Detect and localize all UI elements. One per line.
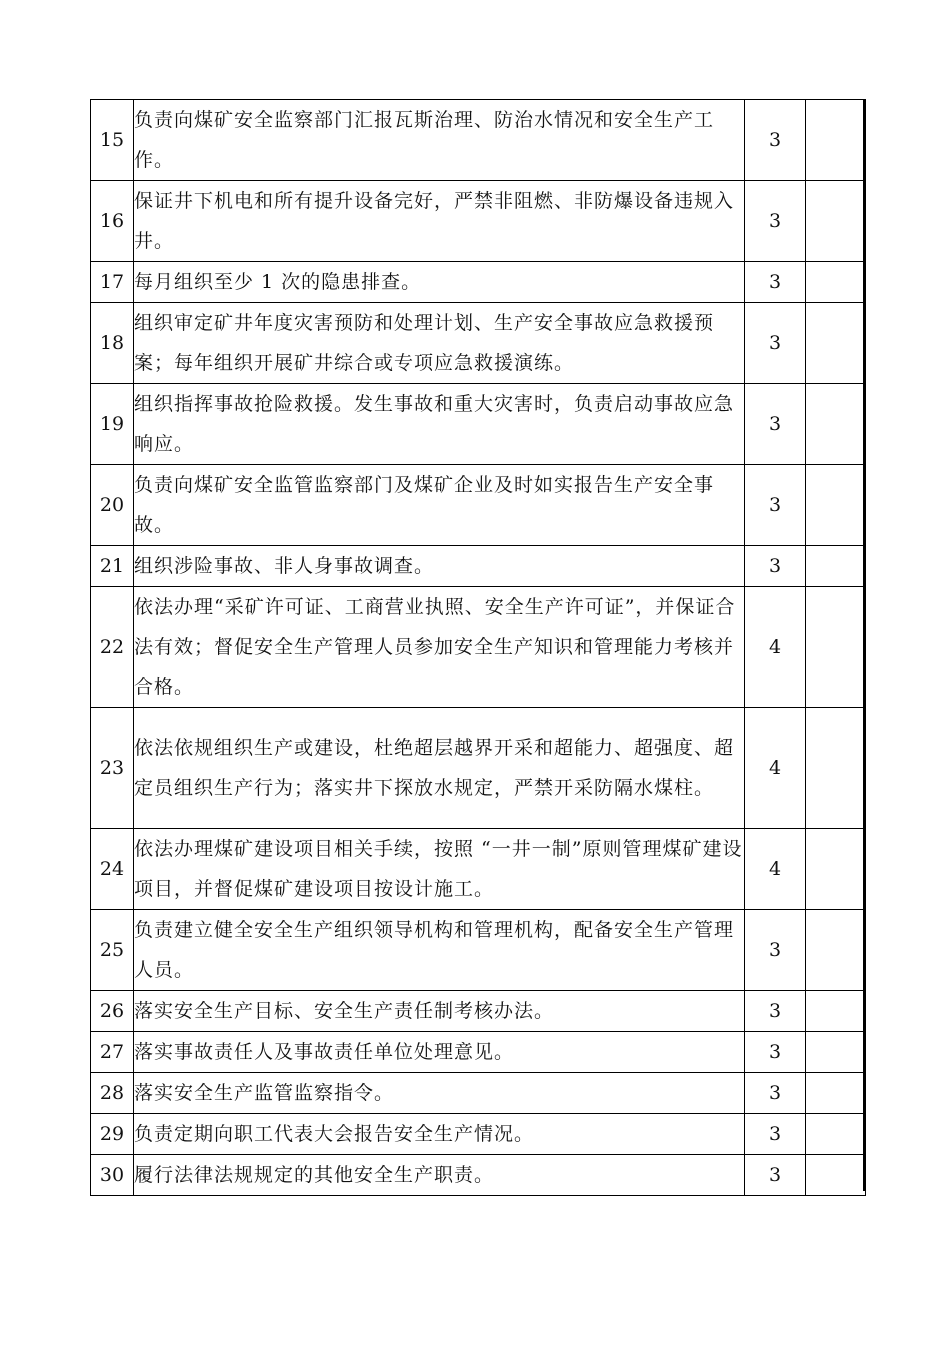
- duty-description: 依法办理煤矿建设项目相关手续，按照 “一井一制”原则管理煤矿建设项目，并督促煤矿建设项目按设计施工。: [134, 829, 745, 910]
- row-number: 16: [91, 181, 134, 262]
- blank-cell: [806, 1032, 866, 1073]
- table-row: [91, 262, 866, 303]
- score-value: 3: [745, 181, 806, 262]
- table-row: [91, 546, 866, 587]
- row-number: 30: [91, 1155, 134, 1196]
- blank-cell: [806, 384, 866, 465]
- blank-cell: [806, 465, 866, 546]
- score-value: 3: [745, 303, 806, 384]
- blank-cell: [806, 587, 866, 708]
- blank-cell: [806, 303, 866, 384]
- row-number: 25: [91, 910, 134, 991]
- table-row: [91, 910, 866, 991]
- duty-description: 组织指挥事故抢险救援。发生事故和重大灾害时，负责启动事故应急响应。: [134, 384, 745, 465]
- row-number: 26: [91, 991, 134, 1032]
- table-row: [91, 303, 866, 384]
- table-row: [91, 1114, 866, 1155]
- score-value: 3: [745, 1114, 806, 1155]
- duty-table-body: [91, 100, 866, 1196]
- row-number: 19: [91, 384, 134, 465]
- duty-description: 每月组织至少 1 次的隐患排查。: [134, 262, 745, 303]
- duty-description: 落实事故责任人及事故责任单位处理意见。: [134, 1032, 745, 1073]
- score-value: 3: [745, 1073, 806, 1114]
- blank-cell: [806, 100, 866, 181]
- table-row: [91, 100, 866, 181]
- duty-description: 落实安全生产监管监察指令。: [134, 1073, 745, 1114]
- row-number: 15: [91, 100, 134, 181]
- score-value: 3: [745, 1032, 806, 1073]
- score-value: 4: [745, 708, 806, 829]
- row-number: 17: [91, 262, 134, 303]
- duty-description: 履行法律法规规定的其他安全生产职责。: [134, 1155, 745, 1196]
- table-row: [91, 991, 866, 1032]
- duty-table: [90, 99, 866, 1196]
- table-row: [91, 181, 866, 262]
- score-value: 3: [745, 910, 806, 991]
- score-value: 4: [745, 829, 806, 910]
- duty-description: 依法办理“采矿许可证、工商营业执照、安全生产许可证”，并保证合法有效；督促安全生产管理人员参加安全生产知识和管理能力考核并合格。: [134, 587, 745, 708]
- row-number: 29: [91, 1114, 134, 1155]
- table-row: [91, 1032, 866, 1073]
- blank-cell: [806, 181, 866, 262]
- duty-description: 负责向煤矿安全监察部门汇报瓦斯治理、防治水情况和安全生产工作。: [134, 100, 745, 181]
- row-number: 18: [91, 303, 134, 384]
- score-value: 3: [745, 546, 806, 587]
- score-value: 3: [745, 262, 806, 303]
- blank-cell: [806, 1114, 866, 1155]
- row-number: 22: [91, 587, 134, 708]
- blank-cell: [806, 829, 866, 910]
- row-number: 20: [91, 465, 134, 546]
- row-number: 23: [91, 708, 134, 829]
- blank-cell: [806, 546, 866, 587]
- duty-table-container: [90, 99, 865, 1196]
- blank-cell: [806, 910, 866, 991]
- duty-description: 负责向煤矿安全监管监察部门及煤矿企业及时如实报告生产安全事故。: [134, 465, 745, 546]
- duty-description: 落实安全生产目标、安全生产责任制考核办法。: [134, 991, 745, 1032]
- blank-cell: [806, 262, 866, 303]
- table-row: [91, 465, 866, 546]
- score-value: 3: [745, 100, 806, 181]
- blank-cell: [806, 1073, 866, 1114]
- table-row: [91, 1073, 866, 1114]
- table-row: [91, 829, 866, 910]
- row-number: 28: [91, 1073, 134, 1114]
- row-number: 21: [91, 546, 134, 587]
- score-value: 3: [745, 465, 806, 546]
- blank-cell: [806, 708, 866, 829]
- table-row: [91, 587, 866, 708]
- table-row: [91, 1155, 866, 1196]
- row-number: 27: [91, 1032, 134, 1073]
- row-number: 24: [91, 829, 134, 910]
- score-value: 3: [745, 1155, 806, 1196]
- score-value: 3: [745, 384, 806, 465]
- table-row: [91, 384, 866, 465]
- blank-cell: [806, 1155, 866, 1196]
- blank-cell: [806, 991, 866, 1032]
- duty-description: 保证井下机电和所有提升设备完好，严禁非阻燃、非防爆设备违规入井。: [134, 181, 745, 262]
- duty-description: 组织审定矿井年度灾害预防和处理计划、生产安全事故应急救援预案；每年组织开展矿井综合或专项应急救援演练。: [134, 303, 745, 384]
- duty-description: 组织涉险事故、非人身事故调查。: [134, 546, 745, 587]
- table-row: [91, 708, 866, 829]
- duty-description: 负责定期向职工代表大会报告安全生产情况。: [134, 1114, 745, 1155]
- score-value: 4: [745, 587, 806, 708]
- duty-description: 依法依规组织生产或建设，杜绝超层越界开采和超能力、超强度、超定员组织生产行为；落实井下探放水规定，严禁开采防隔水煤柱。: [134, 708, 745, 829]
- duty-description: 负责建立健全安全生产组织领导机构和管理机构，配备安全生产管理人员。: [134, 910, 745, 991]
- score-value: 3: [745, 991, 806, 1032]
- table-outer-border: [863, 99, 865, 1191]
